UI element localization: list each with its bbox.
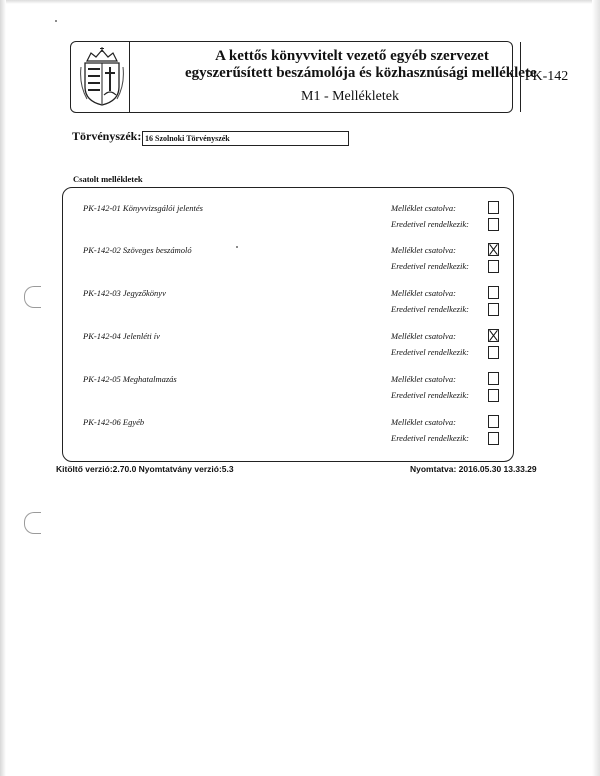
original-label: Eredetivel rendelkezik:	[391, 347, 469, 357]
original-label: Eredetivel rendelkezik:	[391, 433, 469, 443]
header-title-area	[129, 42, 569, 112]
hungarian-coat-of-arms-icon	[79, 47, 125, 107]
attached-checkbox[interactable]	[488, 286, 499, 299]
original-checkbox[interactable]	[488, 389, 499, 402]
attached-label: Melléklet csatolva:	[391, 331, 456, 341]
scan-right-edge	[592, 0, 600, 776]
attachment-name: PK-142-05 Meghatalmazás	[83, 374, 177, 384]
attachments-panel	[62, 187, 514, 462]
punch-hole-lower	[24, 512, 41, 534]
attached-label: Melléklet csatolva:	[391, 288, 456, 298]
version-info: Kitöltő verzió:2.70.0 Nyomtatvány verzió:5.3	[56, 464, 234, 474]
scan-speck	[55, 20, 57, 22]
original-label: Eredetivel rendelkezik:	[391, 304, 469, 314]
attachment-name: PK-142-02 Szöveges beszámoló	[83, 245, 192, 255]
attached-checkbox[interactable]	[488, 415, 499, 428]
form-title-line-2: egyszerűsített beszámolója és közhasznúsági melléklete	[185, 65, 537, 81]
attached-label: Melléklet csatolva:	[391, 374, 456, 384]
original-checkbox[interactable]	[488, 218, 499, 231]
attachment-row	[63, 281, 513, 321]
original-label: Eredetivel rendelkezik:	[391, 219, 469, 229]
original-label: Eredetivel rendelkezik:	[391, 390, 469, 400]
form-subtitle: M1 - Mellékletek	[301, 89, 399, 104]
court-label: Törvényszék:	[72, 129, 142, 143]
court-field[interactable]: 16 Szolnoki Törvényszék	[142, 131, 349, 146]
original-checkbox[interactable]	[488, 346, 499, 359]
attachment-row	[63, 238, 513, 278]
form-code-text: PK-142	[524, 69, 569, 84]
attachment-name: PK-142-01 Könyvvizsgálói jelentés	[83, 203, 203, 213]
print-timestamp: Nyomtatva: 2016.05.30 13.33.29	[410, 464, 537, 474]
attached-checkbox[interactable]	[488, 329, 499, 342]
attachment-name: PK-142-03 Jegyzőkönyv	[83, 288, 166, 298]
form-title-line-1: A kettős könyvvitelt vezető egyéb szervezet	[215, 48, 489, 64]
form-header	[70, 41, 569, 113]
original-checkbox[interactable]	[488, 303, 499, 316]
scan-top-edge	[0, 0, 600, 4]
attached-checkbox[interactable]	[488, 243, 499, 256]
attached-label: Melléklet csatolva:	[391, 203, 456, 213]
original-checkbox[interactable]	[488, 432, 499, 445]
attachments-heading: Csatolt mellékletek	[73, 174, 143, 184]
attachment-row	[63, 410, 513, 450]
original-label: Eredetivel rendelkezik:	[391, 261, 469, 271]
attachment-row	[63, 324, 513, 364]
attached-label: Melléklet csatolva:	[391, 417, 456, 427]
punch-hole-upper	[24, 286, 41, 308]
attached-checkbox[interactable]	[488, 201, 499, 214]
attachment-name: PK-142-04 Jelenléti ív	[83, 331, 160, 341]
attached-label: Melléklet csatolva:	[391, 245, 456, 255]
form-code	[520, 42, 572, 112]
attachment-row	[63, 367, 513, 407]
attached-checkbox[interactable]	[488, 372, 499, 385]
attachment-row	[63, 196, 513, 236]
scan-left-edge	[0, 0, 6, 776]
original-checkbox[interactable]	[488, 260, 499, 273]
attachment-name: PK-142-06 Egyéb	[83, 417, 145, 427]
